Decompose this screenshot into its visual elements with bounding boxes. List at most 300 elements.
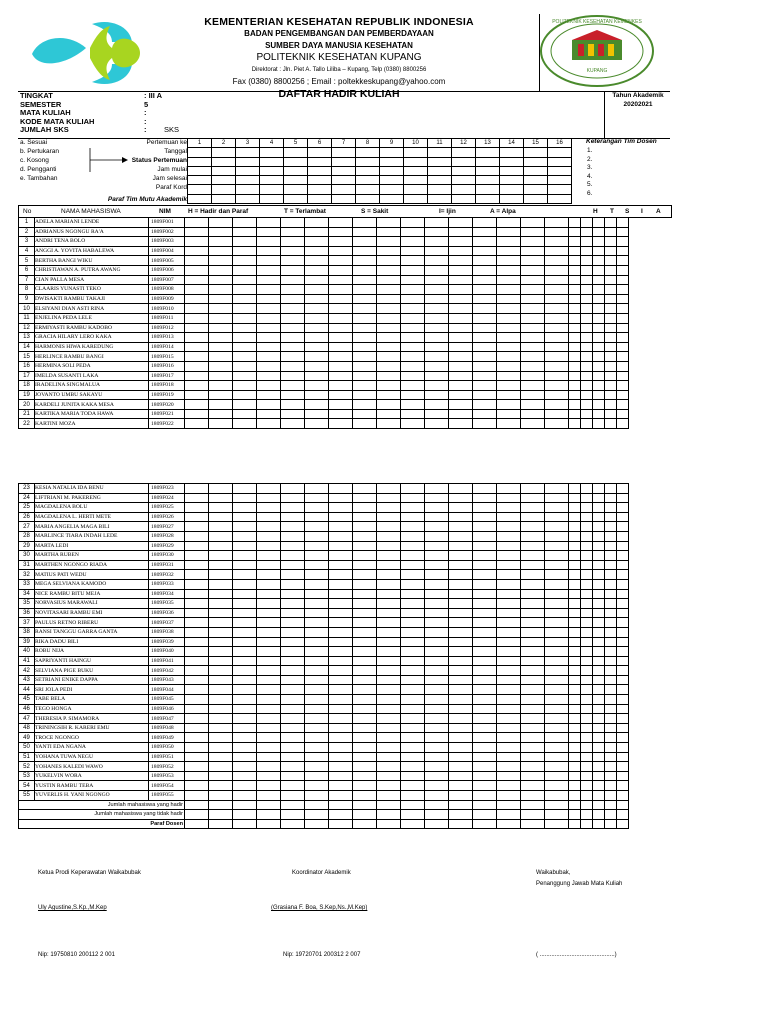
attendance-cell xyxy=(281,637,305,647)
attendance-cell xyxy=(377,541,401,551)
recap-cell xyxy=(605,265,617,275)
attendance-cell xyxy=(353,265,377,275)
header-line1: KEMENTERIAN KESEHATAN REPUBLIK INDONESIA xyxy=(204,16,474,28)
row-number: 25 xyxy=(19,503,35,513)
row-number: 37 xyxy=(19,618,35,628)
meeting-grid-row xyxy=(188,148,572,157)
student-name: CLAARIS YUNASTI TEKO xyxy=(35,285,149,295)
attendance-cell xyxy=(497,484,521,494)
attendance-cell xyxy=(257,371,281,381)
meeting-cell xyxy=(332,157,356,166)
attendance-cell xyxy=(377,618,401,628)
attendance-cell xyxy=(209,714,233,724)
attendance-cell xyxy=(329,685,353,695)
recap-cell xyxy=(581,531,593,541)
recap-cell xyxy=(617,275,629,285)
attendance-cell xyxy=(473,493,497,503)
attendance-cell xyxy=(401,371,425,381)
meeting-cell xyxy=(524,157,548,166)
ket-item: 6. xyxy=(587,189,593,197)
attendance-cell xyxy=(497,512,521,522)
row-number: 30 xyxy=(19,551,35,561)
attendance-cell xyxy=(497,256,521,266)
attendance-cell xyxy=(329,733,353,743)
col-ijin: I= Ijin xyxy=(439,208,456,215)
attendance-cell xyxy=(209,342,233,352)
meeting-cell xyxy=(260,148,284,157)
attendance-cell xyxy=(377,237,401,247)
attendance-cell xyxy=(473,304,497,314)
attendance-cell xyxy=(329,371,353,381)
student-name: MARTHA RUBEN xyxy=(35,551,149,561)
meeting-cell xyxy=(212,176,236,185)
attendance-cell xyxy=(281,685,305,695)
attendance-cell xyxy=(449,656,473,666)
attendance-cell xyxy=(257,599,281,609)
recap-cell xyxy=(593,695,605,705)
attendance-cell xyxy=(449,531,473,541)
col-recap-a: A xyxy=(656,208,661,215)
attendance-cell xyxy=(497,522,521,532)
attendance-cell xyxy=(185,275,209,285)
recap-cell xyxy=(617,493,629,503)
meeting-cell xyxy=(308,148,332,157)
attendance-cell xyxy=(401,400,425,410)
row-number: 8 xyxy=(19,285,35,295)
recap-cell xyxy=(569,675,581,685)
recap-cell xyxy=(581,304,593,314)
attendance-cell xyxy=(233,342,257,352)
row-number: 49 xyxy=(19,733,35,743)
row-number: 21 xyxy=(19,409,35,419)
attendance-cell xyxy=(377,791,401,801)
recap-cell xyxy=(593,218,605,228)
attendance-cell xyxy=(401,695,425,705)
attendance-cell xyxy=(209,560,233,570)
meeting-cell xyxy=(188,176,212,185)
recap-cell xyxy=(593,333,605,343)
recap-cell xyxy=(593,285,605,295)
attendance-cell xyxy=(473,285,497,295)
recap-cell xyxy=(605,361,617,371)
paraf-tim-label: Paraf Tim Mutu Akademik xyxy=(107,196,187,203)
attendance-cell xyxy=(233,484,257,494)
attendance-cell xyxy=(449,256,473,266)
table-row xyxy=(19,541,629,551)
attendance-cell xyxy=(185,419,209,429)
student-name: TROCE NGONGO xyxy=(35,733,149,743)
footer-cell xyxy=(281,800,305,810)
meeting-cell xyxy=(236,194,260,203)
student-nim: 1809F028 xyxy=(149,531,185,541)
attendance-cell xyxy=(545,323,569,333)
attendance-cell xyxy=(521,656,545,666)
attendance-cell xyxy=(209,743,233,753)
attendance-cell xyxy=(497,503,521,513)
recap-cell xyxy=(569,246,581,256)
attendance-cell xyxy=(209,333,233,343)
recap-cell xyxy=(605,627,617,637)
student-name: MAGDALENA BOLU xyxy=(35,503,149,513)
attendance-cell xyxy=(353,714,377,724)
recap-cell xyxy=(593,723,605,733)
meeting-cell xyxy=(284,185,308,194)
attendance-cell xyxy=(353,275,377,285)
attendance-cell xyxy=(329,256,353,266)
attendance-cell xyxy=(473,484,497,494)
attendance-cell xyxy=(257,218,281,228)
row-number: 12 xyxy=(19,323,35,333)
recap-cell xyxy=(605,256,617,266)
recap-cell xyxy=(617,304,629,314)
recap-cell xyxy=(569,618,581,628)
attendance-cell xyxy=(209,285,233,295)
meeting-cell xyxy=(212,185,236,194)
attendance-cell xyxy=(353,237,377,247)
attendance-cell xyxy=(329,237,353,247)
attendance-cell xyxy=(425,608,449,618)
ket-item: 5. xyxy=(587,181,593,188)
meeting-number: 8 xyxy=(356,139,380,148)
attendance-cell xyxy=(377,503,401,513)
footer-cell xyxy=(497,819,521,829)
attendance-cell xyxy=(473,352,497,362)
attendance-cell xyxy=(209,304,233,314)
attendance-cell xyxy=(329,361,353,371)
recap-cell xyxy=(581,218,593,228)
recap-cell xyxy=(593,752,605,762)
attendance-cell xyxy=(233,237,257,247)
attendance-cell xyxy=(209,313,233,323)
recap-cell xyxy=(605,522,617,532)
attendance-cell xyxy=(377,323,401,333)
recap-cell xyxy=(593,570,605,580)
attendance-cell xyxy=(233,752,257,762)
attendance-cell xyxy=(545,762,569,772)
attendance-cell xyxy=(233,381,257,391)
recap-cell xyxy=(605,512,617,522)
attendance-cell xyxy=(377,256,401,266)
footer-cell xyxy=(377,810,401,820)
attendance-cell xyxy=(185,285,209,295)
recap-cell xyxy=(569,531,581,541)
attendance-cell xyxy=(521,752,545,762)
attendance-cell xyxy=(377,704,401,714)
attendance-cell xyxy=(425,685,449,695)
row-number: 27 xyxy=(19,522,35,532)
attendance-cell xyxy=(209,484,233,494)
attendance-cell xyxy=(449,371,473,381)
attendance-cell xyxy=(233,560,257,570)
attendance-cell xyxy=(377,599,401,609)
row-number: 7 xyxy=(19,275,35,285)
meeting-cell xyxy=(500,148,524,157)
meeting-number: 1 xyxy=(188,139,212,148)
recap-cell xyxy=(581,723,593,733)
attendance-cell xyxy=(353,503,377,513)
koor-title: Koordinator Akademik xyxy=(292,870,351,876)
student-name: JOVANTO UMBU SAKAYU xyxy=(35,390,149,400)
attendance-cell xyxy=(449,227,473,237)
attendance-cell xyxy=(401,342,425,352)
recap-cell xyxy=(581,791,593,801)
attendance-cell xyxy=(473,522,497,532)
attendance-cell xyxy=(281,656,305,666)
attendance-cell xyxy=(185,599,209,609)
attendance-cell xyxy=(353,381,377,391)
attendance-cell xyxy=(425,723,449,733)
recap-cell xyxy=(593,618,605,628)
attendance-cell xyxy=(545,503,569,513)
recap-cell xyxy=(581,743,593,753)
recap-cell xyxy=(581,570,593,580)
attendance-cell xyxy=(545,647,569,657)
meeting-cell xyxy=(476,185,500,194)
attendance-cell xyxy=(329,647,353,657)
recap-cell xyxy=(569,323,581,333)
attendance-cell xyxy=(209,685,233,695)
attendance-cell xyxy=(281,275,305,285)
row-number: 33 xyxy=(19,579,35,589)
recap-cell xyxy=(593,371,605,381)
attendance-cell xyxy=(449,409,473,419)
attendance-cell xyxy=(329,323,353,333)
attendance-cell xyxy=(233,618,257,628)
attendance-cell xyxy=(209,409,233,419)
attendance-cell xyxy=(521,570,545,580)
attendance-cell xyxy=(233,400,257,410)
attendance-cell xyxy=(401,733,425,743)
row-number: 55 xyxy=(19,791,35,801)
attendance-cell xyxy=(353,752,377,762)
recap-cell xyxy=(581,361,593,371)
attendance-cell xyxy=(353,512,377,522)
row-number: 51 xyxy=(19,752,35,762)
recap-cell xyxy=(569,381,581,391)
row-number: 45 xyxy=(19,695,35,705)
student-name: ANGGI A. YOVITA HABALEWA xyxy=(35,246,149,256)
attendance-cell xyxy=(497,333,521,343)
attendance-cell xyxy=(545,522,569,532)
footer-cell xyxy=(449,810,473,820)
meeting-cell xyxy=(212,166,236,175)
attendance-cell xyxy=(281,285,305,295)
attendance-cell xyxy=(521,493,545,503)
student-nim: 1809F043 xyxy=(149,675,185,685)
attendance-cell xyxy=(473,275,497,285)
attendance-cell xyxy=(497,361,521,371)
attendance-cell xyxy=(425,704,449,714)
table-row xyxy=(19,256,629,266)
recap-cell xyxy=(617,246,629,256)
table-row xyxy=(19,791,629,801)
attendance-cell xyxy=(377,294,401,304)
attendance-cell xyxy=(233,733,257,743)
attendance-cell xyxy=(209,647,233,657)
attendance-cell xyxy=(257,342,281,352)
attendance-cell xyxy=(209,371,233,381)
recap-cell xyxy=(605,390,617,400)
attendance-cell xyxy=(497,608,521,618)
recap-cell xyxy=(593,265,605,275)
recap-cell xyxy=(593,323,605,333)
attendance-cell xyxy=(545,781,569,791)
attendance-cell xyxy=(377,781,401,791)
attendance-cell xyxy=(281,723,305,733)
recap-cell xyxy=(605,400,617,410)
attendance-cell xyxy=(233,419,257,429)
attendance-cell xyxy=(497,704,521,714)
attendance-cell xyxy=(497,265,521,275)
meeting-cell xyxy=(188,194,212,203)
row-number: 47 xyxy=(19,714,35,724)
attendance-cell xyxy=(305,599,329,609)
attendance-cell xyxy=(305,227,329,237)
attendance-cell xyxy=(353,371,377,381)
footer-cell xyxy=(401,810,425,820)
attendance-cell xyxy=(329,675,353,685)
footer-cell xyxy=(353,800,377,810)
attendance-cell xyxy=(425,352,449,362)
attendance-cell xyxy=(233,323,257,333)
recap-cell xyxy=(617,265,629,275)
footer-label: Paraf Dosen xyxy=(19,819,185,829)
attendance-cell xyxy=(473,675,497,685)
attendance-cell xyxy=(281,381,305,391)
meeting-grid-row xyxy=(188,166,572,175)
attendance-cell xyxy=(521,275,545,285)
attendance-cell xyxy=(281,390,305,400)
attendance-cell xyxy=(353,285,377,295)
attendance-cell xyxy=(377,685,401,695)
table-row xyxy=(19,695,629,705)
attendance-cell xyxy=(209,599,233,609)
attendance-cell xyxy=(185,493,209,503)
attendance-cell xyxy=(185,256,209,266)
student-nim: 1809F012 xyxy=(149,323,185,333)
attendance-cell xyxy=(521,265,545,275)
attendance-cell xyxy=(329,522,353,532)
student-name: MARLINCE TIARA INDAH LEDE xyxy=(35,531,149,541)
table-row xyxy=(19,723,629,733)
attendance-cell xyxy=(329,512,353,522)
attendance-cell xyxy=(185,560,209,570)
meeting-cell xyxy=(452,148,476,157)
meeting-cell xyxy=(236,176,260,185)
recap-cell xyxy=(617,637,629,647)
attendance-cell xyxy=(521,227,545,237)
recap-cell xyxy=(581,647,593,657)
recap-cell xyxy=(581,323,593,333)
kaprodi-title: Ketua Prodi Keperawatan Waikabubak xyxy=(38,870,141,876)
recap-cell xyxy=(569,237,581,247)
tingkat-value: : III A xyxy=(144,91,163,100)
attendance-cell xyxy=(257,541,281,551)
attendance-cell xyxy=(281,531,305,541)
attendance-cell xyxy=(473,237,497,247)
attendance-cell xyxy=(233,762,257,772)
recap-cell xyxy=(569,371,581,381)
meeting-number: 13 xyxy=(476,139,500,148)
recap-cell xyxy=(605,294,617,304)
table-row xyxy=(19,579,629,589)
attendance-cell xyxy=(473,371,497,381)
attendance-cell xyxy=(281,371,305,381)
attendance-cell xyxy=(185,333,209,343)
attendance-cell xyxy=(281,666,305,676)
attendance-cell xyxy=(257,589,281,599)
recap-cell xyxy=(593,781,605,791)
recap-cell xyxy=(593,791,605,801)
recap-cell xyxy=(569,275,581,285)
recap-cell xyxy=(617,294,629,304)
attendance-cell xyxy=(521,637,545,647)
recap-cell xyxy=(617,666,629,676)
table-row xyxy=(19,275,629,285)
meeting-cell xyxy=(404,185,428,194)
attendance-cell xyxy=(185,352,209,362)
col-nama: NAMA MAHASISWA xyxy=(61,208,121,215)
student-nim: 1809F024 xyxy=(149,493,185,503)
attendance-cell xyxy=(425,313,449,323)
attendance-cell xyxy=(281,493,305,503)
recap-cell xyxy=(617,589,629,599)
attendance-cell xyxy=(209,256,233,266)
table-row xyxy=(19,390,629,400)
attendance-cell xyxy=(257,484,281,494)
footer-row xyxy=(19,810,629,820)
footer-cell xyxy=(209,800,233,810)
row-number: 10 xyxy=(19,304,35,314)
attendance-cell xyxy=(353,771,377,781)
attendance-cell xyxy=(305,352,329,362)
meeting-cell xyxy=(332,176,356,185)
meeting-cell xyxy=(380,176,404,185)
student-name: MARTA LEDI xyxy=(35,541,149,551)
recap-cell xyxy=(569,743,581,753)
recap-cell xyxy=(581,599,593,609)
student-nim: 1809F030 xyxy=(149,551,185,561)
attendance-cell xyxy=(545,541,569,551)
recap-cell xyxy=(581,409,593,419)
attendance-cell xyxy=(545,227,569,237)
legend-b: b. Pertukaran xyxy=(20,148,60,155)
attendance-cell xyxy=(305,723,329,733)
attendance-cell xyxy=(329,294,353,304)
attendance-cell xyxy=(233,551,257,561)
attendance-cell xyxy=(377,589,401,599)
recap-cell xyxy=(593,704,605,714)
recap-cell xyxy=(593,227,605,237)
attendance-cell xyxy=(257,666,281,676)
student-nim: 1809F055 xyxy=(149,791,185,801)
recap-cell xyxy=(593,743,605,753)
student-name: KARTINI MOZA xyxy=(35,419,149,429)
recap-cell xyxy=(581,256,593,266)
table-row xyxy=(19,733,629,743)
attendance-cell xyxy=(281,791,305,801)
attendance-cell xyxy=(521,390,545,400)
meeting-cell xyxy=(356,194,380,203)
table-row xyxy=(19,589,629,599)
attendance-cell xyxy=(521,246,545,256)
attendance-cell xyxy=(329,333,353,343)
row-number: 23 xyxy=(19,484,35,494)
attendance-cell xyxy=(545,342,569,352)
attendance-cell xyxy=(521,285,545,295)
attendance-cell xyxy=(257,352,281,362)
attendance-cell xyxy=(353,675,377,685)
